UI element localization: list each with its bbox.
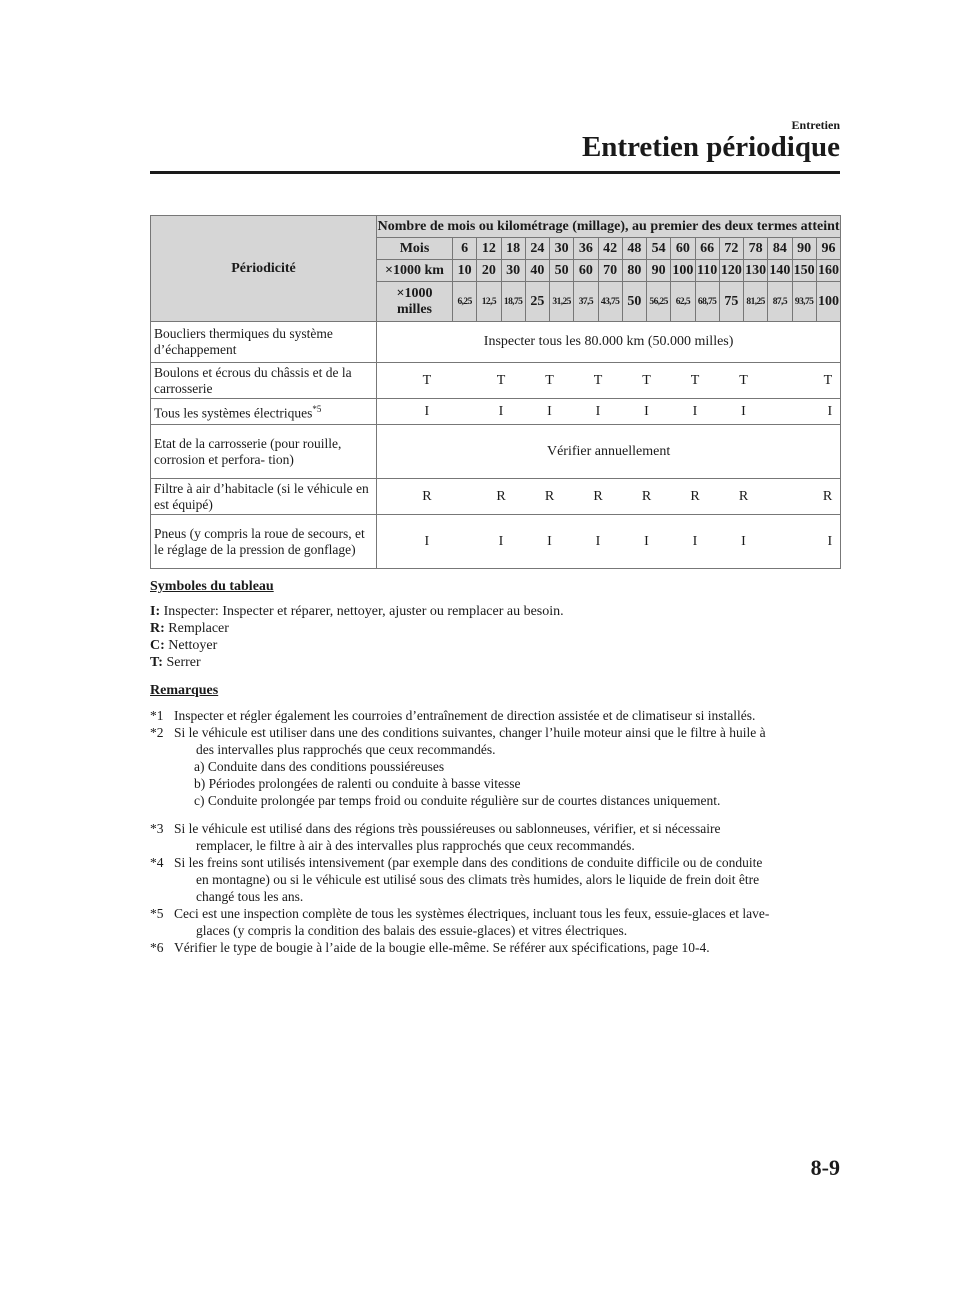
row-label: Etat de la carrosserie (pour rouille, corrosion et perfora- tion) [151, 425, 377, 479]
row-label [151, 399, 377, 425]
row-cell: R [574, 479, 623, 515]
row-cell: R [671, 479, 720, 515]
km-cell: 120 [719, 260, 743, 282]
remark-number: *3 [150, 821, 164, 836]
row-label: Filtre à air d’habitacle (si le véhicule en est équipé) [151, 479, 377, 515]
symbol-text: Remplacer [168, 621, 229, 636]
table-row [151, 322, 841, 363]
row-cell: I [377, 399, 477, 425]
miles-cell: 75 [719, 282, 743, 322]
month-cell: 72 [719, 238, 743, 260]
remark-4 [150, 854, 840, 905]
remark-number: *4 [150, 855, 164, 870]
month-cell: 12 [477, 238, 501, 260]
miles-cell: 25 [525, 282, 549, 322]
month-cell: 18 [501, 238, 525, 260]
remark-text: Ceci est une inspection complète de tous les systèmes électriques, incluant tous les feux, essuie-glaces et lave- [174, 906, 770, 921]
row-cell: I [622, 399, 671, 425]
remark-number: *2 [150, 725, 164, 740]
row-label: Boucliers thermiques du système d’échappement [151, 322, 377, 363]
remark-text: Vérifier le type de bougie à l’aide de la bougie elle-même. Se référer aux spécifications, page 10-4. [174, 940, 710, 955]
remark-number: *1 [150, 708, 164, 723]
section-label: Entretien [791, 118, 840, 132]
month-cell: 84 [768, 238, 792, 260]
row-cell: T [768, 363, 841, 399]
row-cell: I [477, 399, 526, 425]
remark-text: Inspecter et régler également les courroies d’entraînement de direction assistée et de climatiseur si installés. [174, 708, 756, 723]
table-row [151, 479, 841, 515]
period-label: Périodicité [151, 216, 377, 322]
km-cell: 160 [816, 260, 840, 282]
miles-cell: 62,5 [671, 282, 695, 322]
row-cell: I [719, 515, 768, 569]
month-cell: 24 [525, 238, 549, 260]
km-cell: 50 [550, 260, 574, 282]
km-cell: 60 [574, 260, 598, 282]
symbol-item [150, 655, 201, 671]
row-cell: R [377, 479, 477, 515]
remark-number: *5 [150, 906, 164, 921]
row-cell: I [719, 399, 768, 425]
symbol-item [150, 621, 229, 637]
remark-number: *6 [150, 940, 164, 955]
row-cell: T [377, 363, 477, 399]
symbol-key: R: [150, 621, 165, 636]
month-cell: 30 [550, 238, 574, 260]
row-cell: I [768, 515, 841, 569]
row-cell: T [574, 363, 623, 399]
symbol-text: Nettoyer [168, 638, 218, 653]
row-label: Pneus (y compris la roue de secours, et le réglage de la pression de gonflage) [151, 515, 377, 569]
remark-text-cont: remplacer, le filtre à air à des intervalles plus rapprochés que ceux recommandés. [196, 838, 635, 853]
km-cell: 10 [453, 260, 477, 282]
row-cell: T [477, 363, 526, 399]
row-span-text: Vérifier annuellement [377, 425, 841, 479]
month-cell: 48 [622, 238, 646, 260]
miles-cell: 56,25 [647, 282, 671, 322]
remark-text: Si le véhicule est utilisé dans des régions très poussiéreuses ou sablonneuses, vérifier, et si nécessaire [174, 821, 721, 836]
month-cell: 6 [453, 238, 477, 260]
span-header: Nombre de mois ou kilométrage (millage), au premier des deux termes atteint [377, 216, 841, 238]
km-cell: 130 [744, 260, 768, 282]
remark-2 [150, 724, 840, 809]
miles-label [377, 282, 453, 322]
month-cell: 66 [695, 238, 719, 260]
row-cell: I [574, 399, 623, 425]
symbol-item [150, 638, 217, 654]
row-cell: I [525, 515, 574, 569]
km-cell: 140 [768, 260, 792, 282]
remark-5 [150, 905, 840, 939]
remark-text-cont: des intervalles plus rapprochés que ceux recommandés. [196, 742, 496, 757]
row-cell: T [719, 363, 768, 399]
page-title: Entretien périodique [581, 131, 840, 163]
symbol-item [150, 604, 564, 620]
row-cell: R [477, 479, 526, 515]
row-cell: I [574, 515, 623, 569]
remark-sub-c: c) Conduite prolongée par temps froid ou conduite régulière sur de courtes distances uniquement. [194, 793, 721, 808]
row-cell: R [622, 479, 671, 515]
km-cell: 110 [695, 260, 719, 282]
km-cell: 80 [622, 260, 646, 282]
miles-cell: 50 [622, 282, 646, 322]
km-label: ×1000 km [377, 260, 453, 282]
row-cell: I [768, 399, 841, 425]
header-divider [150, 171, 840, 174]
month-cell: 78 [744, 238, 768, 260]
row-cell: I [671, 515, 720, 569]
month-cell: 90 [792, 238, 816, 260]
remark-sub-a: a) Conduite dans des conditions poussiéreuses [194, 759, 445, 774]
miles-cell: 81,25 [744, 282, 768, 322]
row-cell: I [525, 399, 574, 425]
symbol-key: C: [150, 638, 165, 653]
row-cell: R [719, 479, 768, 515]
month-cell: 60 [671, 238, 695, 260]
remark-6 [150, 939, 840, 956]
miles-cell: 6,25 [453, 282, 477, 322]
miles-cell: 12,5 [477, 282, 501, 322]
table-row [151, 399, 841, 425]
km-cell: 30 [501, 260, 525, 282]
miles-cell: 18,75 [501, 282, 525, 322]
remark-text-cont: en montagne) ou si le véhicule est utilisé sous des climats très humides, alors le liquide de frein doit être [196, 872, 760, 887]
page-number: 8-9 [810, 1155, 840, 1180]
miles-cell: 93,75 [792, 282, 816, 322]
symbol-key: I: [150, 604, 161, 619]
miles-cell: 31,25 [550, 282, 574, 322]
footnote-ref: *5 [312, 404, 322, 415]
table-row [151, 515, 841, 569]
miles-cell: 87,5 [768, 282, 792, 322]
symbols-title: Symboles du tableau [150, 579, 274, 594]
row-cell: T [525, 363, 574, 399]
remark-text: Si les freins sont utilisés intensivement (par exemple dans des conditions de conduite difficile ou de conduite [174, 855, 763, 870]
km-cell: 20 [477, 260, 501, 282]
table-row [151, 425, 841, 479]
month-cell: 54 [647, 238, 671, 260]
month-cell: 42 [598, 238, 622, 260]
symbol-key: T: [150, 655, 163, 670]
month-cell: 96 [816, 238, 840, 260]
row-cell: R [768, 479, 841, 515]
remark-text-cont: changé tous les ans. [196, 889, 304, 904]
symbol-text: Inspecter: Inspecter et réparer, nettoyer, ajuster ou remplacer au besoin. [163, 604, 564, 619]
remark-text-cont: glaces (y compris la condition des balais des essuie-glaces) et vitres électriques. [196, 923, 628, 938]
row-span-text: Inspecter tous les 80.000 km (50.000 milles) [377, 322, 841, 363]
remark-text: Si le véhicule est utiliser dans une des conditions suivantes, changer l’huile moteur ainsi que le filtre à huile à [174, 725, 766, 740]
km-cell: 150 [792, 260, 816, 282]
months-label: Mois [377, 238, 453, 260]
row-cell: T [622, 363, 671, 399]
miles-cell: 37,5 [574, 282, 598, 322]
miles-cell: 100 [816, 282, 840, 322]
miles-cell: 43,75 [598, 282, 622, 322]
row-cell: I [377, 515, 477, 569]
remark-3 [150, 820, 840, 854]
km-cell: 90 [647, 260, 671, 282]
maintenance-table [150, 215, 841, 569]
miles-label-line2: milles [397, 301, 432, 317]
remark-1 [150, 707, 840, 724]
miles-cell: 68,75 [695, 282, 719, 322]
table-row [151, 363, 841, 399]
miles-label-line1: ×1000 [396, 285, 433, 301]
km-cell: 40 [525, 260, 549, 282]
month-cell: 36 [574, 238, 598, 260]
row-cell: R [525, 479, 574, 515]
km-cell: 100 [671, 260, 695, 282]
row-label-text: Tous les systèmes électriques [154, 405, 313, 421]
row-cell: I [671, 399, 720, 425]
row-cell: I [622, 515, 671, 569]
row-cell: I [477, 515, 526, 569]
remark-sub-b: b) Périodes prolongées de ralenti ou conduite à basse vitesse [194, 776, 521, 791]
remarks-title: Remarques [150, 683, 219, 698]
row-cell: T [671, 363, 720, 399]
symbol-text: Serrer [166, 655, 201, 670]
km-cell: 70 [598, 260, 622, 282]
row-label: Boulons et écrous du châssis et de la carrosserie [151, 363, 377, 399]
